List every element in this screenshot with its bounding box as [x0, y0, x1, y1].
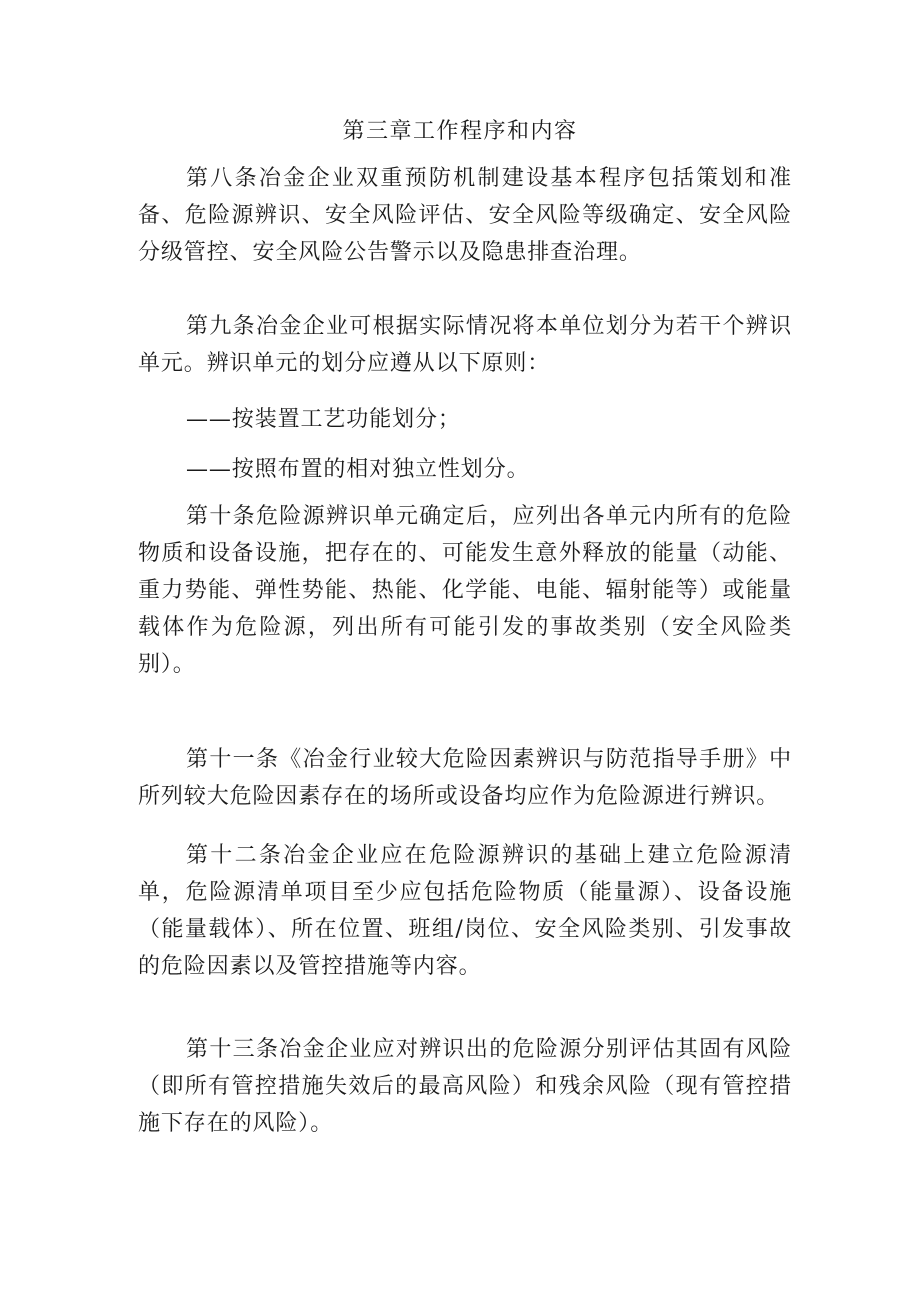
article-9: 第九条冶金企业可根据实际情况将本单位划分为若干个辨识单元。辨识单元的划分应遵从以下原则： — [138, 314, 792, 376]
article-12: 第十二条冶金企业应在危险源辨识的基础上建立危险源清单，危险源清单项目至少应包括危险物质（能量源）、设备设施（能量载体）、所在位置、班组/岗位、安全风险类别、引发事故的危险因素以及管控措施等内容。 — [138, 843, 792, 979]
principle-1: ——按装置工艺功能划分； — [186, 407, 461, 432]
article-13: 第十三条冶金企业应对辨识出的危险源分别评估其固有风险（即所有管控措施失效后的最高风险）和残余风险（现有管控措施下存在的风险）。 — [138, 1037, 792, 1136]
article-10: 第十条危险源辨识单元确定后，应列出各单元内所有的危险物质和设备设施，把存在的、可能发生意外释放的能量（动能、重力势能、弹性势能、热能、化学能、电能、辐射能等）或能量载体作为危险源，列出所有可能引发的事故类别（安全风险类别）。 — [138, 504, 792, 677]
chapter-title: 第三章工作程序和内容 — [342, 119, 578, 144]
article-8: 第八条冶金企业双重预防机制建设基本程序包括策划和准备、危险源辨识、安全风险评估、安全风险等级确定、安全风险分级管控、安全风险公告警示以及隐患排查治理。 — [138, 166, 792, 265]
principle-2: ——按照布置的相对独立性划分。 — [186, 457, 530, 482]
article-11: 第十一条《冶金行业较大危险因素辨识与防范指导手册》中所列较大危险因素存在的场所或设备均应作为危险源进行辨识。 — [138, 747, 792, 809]
